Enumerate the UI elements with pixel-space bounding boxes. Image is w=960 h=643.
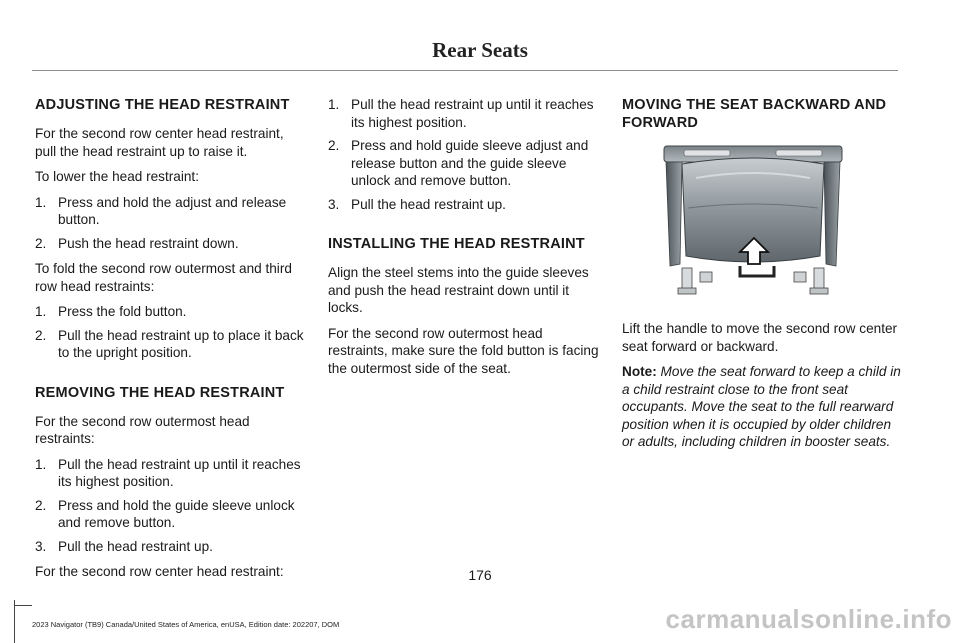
list-item: 1. Pull the head restraint up until it reaches its highest position. [328,97,594,130]
list-item: 3. Pull the head restraint up. [328,196,506,212]
list-item: 2. Press and hold the guide sleeve unlock and remove button. [35,497,295,530]
paragraph: For the second row outermost head restraints: [35,413,250,446]
crop-mark [14,600,15,643]
note-paragraph [622,363,904,451]
paragraph: Lift the handle to move the second row center seat forward or backward. [622,321,898,354]
section-heading-installing: INSTALLING THE HEAD RESTRAINT [328,236,585,252]
steps-list [35,456,307,556]
list-item: 1. Pull the head restraint up until it reaches its highest position. [35,456,301,489]
crop-mark [14,605,32,606]
page-number: 176 [468,567,492,583]
note-label: Note: [622,364,657,379]
paragraph: Align the steel stems into the guide sleeves and push the head restraint down until it locks. [328,265,589,315]
seat-illustration [660,144,846,300]
list-item: 1. Press the fold button. [35,304,187,319]
section-heading-adjusting: ADJUSTING THE HEAD RESTRAINT [35,97,290,113]
list-item: 2. Pull the head restraint up to place it back to the upright position. [35,327,304,360]
note-text: Move the seat forward to keep a child in a child restraint close to the front seat occupants. Move the seat to the full rearward position when it is occupied by older children or adults, including children in booster seats. [622,364,901,449]
column-3 [622,96,904,459]
column-1 [35,96,307,589]
header-rule [32,70,898,71]
steps-list [35,303,307,362]
steps-list [35,194,307,253]
edition-footer: 2023 Navigator (TB9) Canada/United States of America, enUSA, Edition date: 202207, DOM [32,620,340,629]
section-heading-moving: MOVING THE SEAT BACKWARD AND FORWARD [622,97,887,131]
steps-list [328,96,603,213]
paragraph: For the second row center head restraint: [35,564,284,579]
section-heading-removing: REMOVING THE HEAD RESTRAINT [35,384,285,401]
watermark: carmanualsonline.info [665,604,952,634]
seat-handle-icon [660,144,846,300]
paragraph: To fold the second row outermost and third row head restraints: [35,261,292,294]
list-item: 3. Pull the head restraint up. [35,538,213,554]
list-item: 2. Push the head restraint down. [35,235,239,251]
column-2 [328,96,603,385]
list-item: 1. Press and hold the adjust and release button. [35,194,287,227]
paragraph: For the second row center head restraint, pull the head restraint up to raise it. [35,126,284,159]
paragraph: For the second row outermost head restraints, make sure the fold button is facing the outermost side of the seat. [328,325,599,376]
paragraph: To lower the head restraint: [35,169,199,184]
page-title: Rear Seats [432,38,528,62]
list-item: 2. Press and hold guide sleeve adjust and release button and the guide sleeve unlock and remove button. [328,138,589,188]
